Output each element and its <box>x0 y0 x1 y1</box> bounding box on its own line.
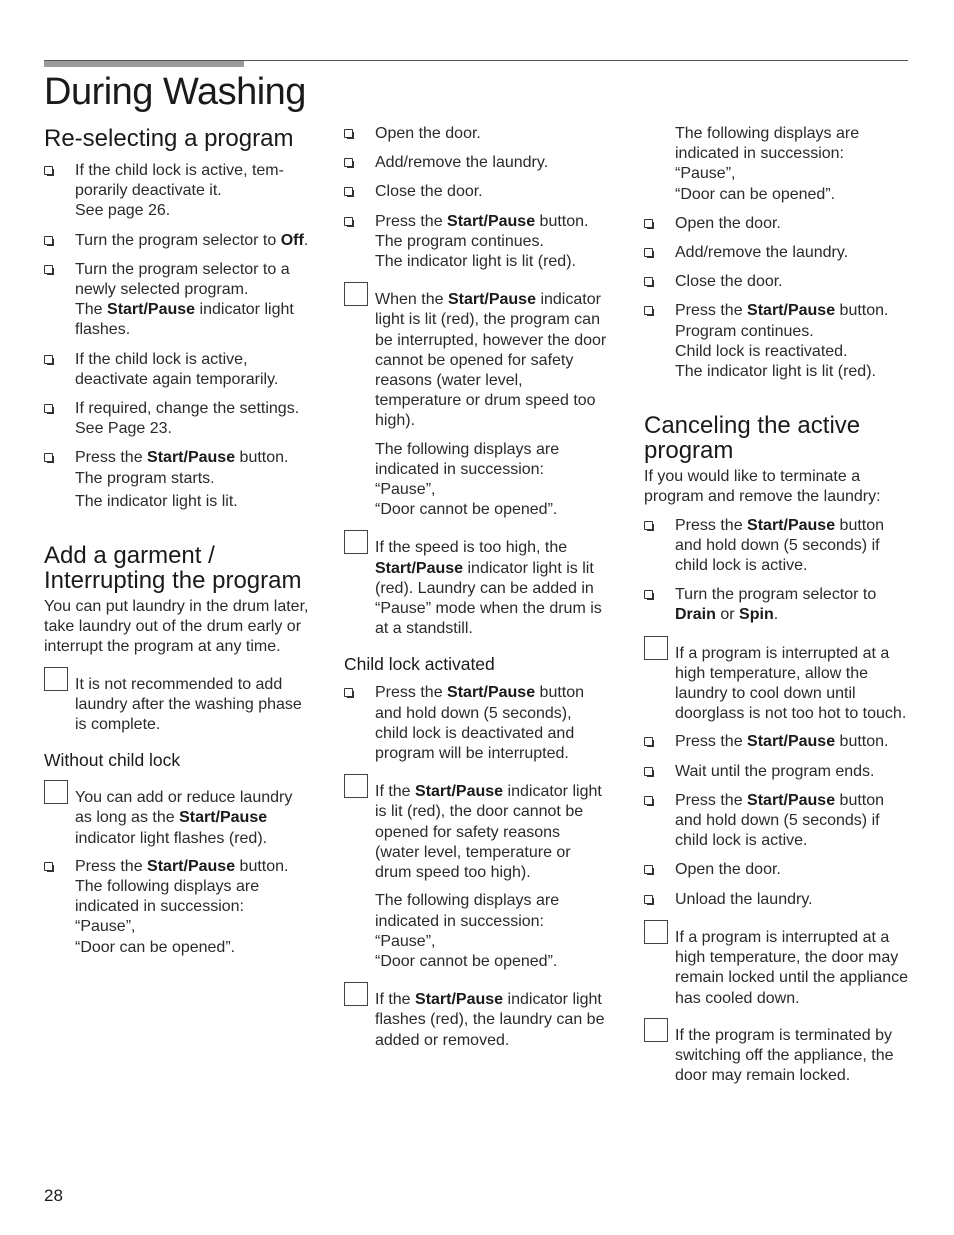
note: If the speed is too high, the Start/Pause indicator light is lit (red). Laundry can be added in “Pause” mode when the drum is at a standstill. <box>344 535 608 639</box>
checkbox-bullet-icon <box>44 404 53 413</box>
list-item: Press the Start/Pause button. <box>644 732 912 752</box>
checkbox-bullet-icon <box>44 355 53 364</box>
list-item: Press the Start/Pause button. The program starts. <box>44 448 312 488</box>
checkbox-bullet-icon <box>644 895 653 904</box>
header-accent-bar <box>44 60 244 67</box>
canceling-heading: Canceling the active program <box>644 412 861 465</box>
list-item: Wait until the program ends. <box>644 762 912 782</box>
column-left <box>44 124 312 967</box>
canceling-intro: If you would like to terminate a program and remove the laundry: <box>644 468 881 506</box>
list-item: If the child lock is active, deactivate again temporarily. <box>44 350 312 390</box>
list-item: Press the Start/Pause button. Program continues. Child lock is reactivated. The indicator light is lit (red). <box>644 301 912 382</box>
checkbox-bullet-icon <box>644 277 653 286</box>
add-garment-heading: Add a garment / Interrupting the program <box>44 542 302 595</box>
list-item: Press the Start/Pause button. The following displays are indicated in succession: “Pause”, “Door can be opened”. <box>44 857 312 958</box>
list-item: Add/remove the laundry. <box>644 243 912 263</box>
note-continuation: The following displays are indicated in succession: “Pause”, “Door cannot be opened”. <box>375 892 560 970</box>
checkbox-bullet-icon <box>344 158 353 167</box>
checkbox-bullet-icon <box>344 217 353 226</box>
note: If the program is terminated by switching off the appliance, the door may remain locked. <box>644 1023 912 1087</box>
note-continuation: The following displays are indicated in succession: “Pause”, “Door cannot be opened”. <box>375 440 560 519</box>
note-icon <box>344 282 368 306</box>
list-item: If required, change the settings. See Page 23. <box>44 399 312 439</box>
note-icon <box>644 1018 668 1042</box>
list-item: Add/remove the laundry. <box>344 153 608 173</box>
checkbox-bullet-icon <box>644 796 653 805</box>
list-item: Press the Start/Pause button and hold down (5 seconds) if child lock is active. <box>644 516 912 577</box>
checkbox-bullet-icon <box>644 737 653 746</box>
note: If the Start/Pause indicator light is lit (red), the door cannot be opened for safety reasons (water level, temperature or drum speed too high). <box>344 779 608 883</box>
note-icon <box>344 774 368 798</box>
column-right <box>644 124 912 1094</box>
checkbox-bullet-icon <box>44 236 53 245</box>
header-rule <box>44 60 908 61</box>
checkbox-bullet-icon <box>644 306 653 315</box>
list-item: Close the door. <box>644 272 912 292</box>
result-text: The indicator light is lit. <box>75 492 238 510</box>
list-item: Turn the program selector to Drain or Spin. <box>644 585 912 625</box>
page-title: During Washing <box>44 71 306 113</box>
without-child-lock-heading: Without child lock <box>44 750 181 771</box>
note: You can add or reduce laundry as long as the Start/Pause indicator light flashes (red). <box>44 785 312 849</box>
add-garment-intro: You can put laundry in the drum later, take laundry out of the drum early or interrupt the program at any time. <box>44 598 309 656</box>
note-icon <box>644 920 668 944</box>
note: When the Start/Pause indicator light is lit (red), the program can be interrupted, however the door cannot be opened for safety reasons (water level, temperature or drum speed too high). <box>344 287 608 431</box>
column-middle <box>344 124 608 1059</box>
note-icon <box>644 636 668 660</box>
note: If a program is interrupted at a high temperature, the door may remain locked until the appliance has cooled down. <box>644 925 912 1009</box>
checkbox-bullet-icon <box>644 248 653 257</box>
checkbox-bullet-icon <box>644 865 653 874</box>
list-item: Open the door. <box>644 214 912 234</box>
reselect-heading: Re-selecting a program <box>44 125 294 152</box>
page-number: 28 <box>44 1186 63 1205</box>
note-icon <box>44 667 68 691</box>
note: It is not recommended to add laundry after the washing phase is complete. <box>44 672 312 736</box>
checkbox-bullet-icon <box>44 453 53 462</box>
list-item: Open the door. <box>344 124 608 144</box>
list-item: Press the Start/Pause button and hold down (5 seconds), child lock is deactivated and program will be interrupted. <box>344 683 608 764</box>
checkbox-bullet-icon <box>44 265 53 274</box>
checkbox-bullet-icon <box>344 129 353 138</box>
continued-text: The following displays are indicated in succession: “Pause”, “Door can be opened”. <box>675 125 860 203</box>
note-icon <box>44 780 68 804</box>
checkbox-bullet-icon <box>344 187 353 196</box>
note-icon <box>344 982 368 1006</box>
checkbox-bullet-icon <box>344 688 353 697</box>
list-item: Unload the laundry. <box>644 890 912 910</box>
list-item: If the child lock is active, tem-porarily deactivate it. See page 26. <box>44 161 312 222</box>
checkbox-bullet-icon <box>644 590 653 599</box>
list-item: Open the door. <box>644 860 912 880</box>
note-icon <box>344 530 368 554</box>
list-item: Close the door. <box>344 182 608 202</box>
list-item: Turn the program selector to Off. <box>44 231 312 251</box>
checkbox-bullet-icon <box>44 862 53 871</box>
note: If a program is interrupted at a high temperature, allow the laundry to cool down until doorglass is not too hot to touch. <box>644 641 912 725</box>
checkbox-bullet-icon <box>644 521 653 530</box>
list-item: Turn the program selector to a newly selected program. The Start/Pause indicator light flashes. <box>44 260 312 341</box>
checkbox-bullet-icon <box>644 767 653 776</box>
list-item: Press the Start/Pause button and hold down (5 seconds) if child lock is active. <box>644 791 912 852</box>
note: If the Start/Pause indicator light flashes (red), the laundry can be added or removed. <box>344 987 608 1051</box>
child-lock-activated-heading: Child lock activated <box>344 654 495 675</box>
list-item: Press the Start/Pause button. The program continues. The indicator light is lit (red). <box>344 212 608 273</box>
checkbox-bullet-icon <box>644 219 653 228</box>
checkbox-bullet-icon <box>44 166 53 175</box>
